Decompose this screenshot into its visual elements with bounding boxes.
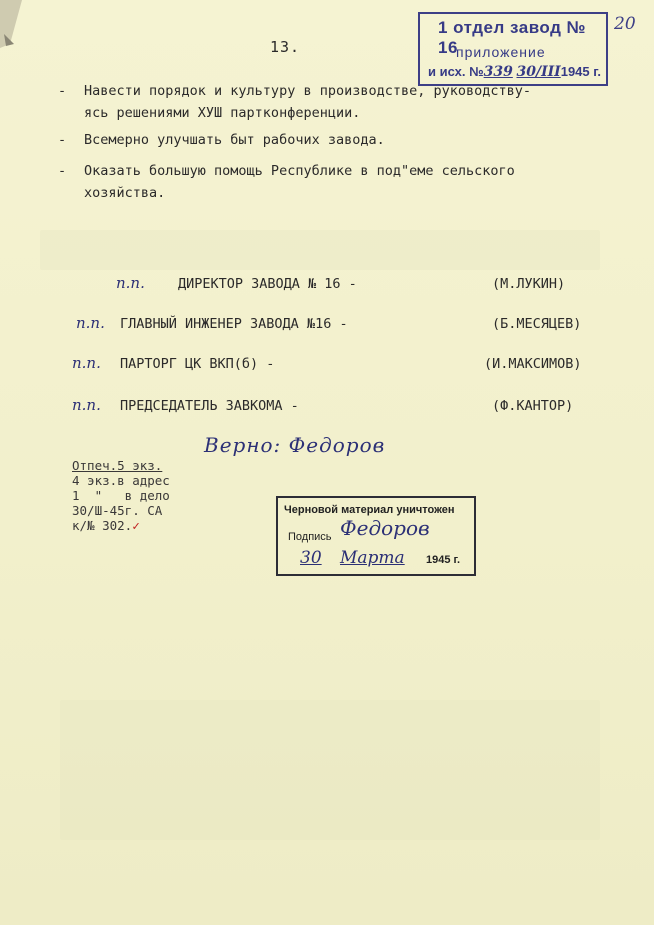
pp-handwritten: п.п. — [116, 274, 145, 292]
destruction-stamp-title: Черновой материал уничтожен — [284, 504, 455, 516]
typed-date: 30/Ш-45г. СА — [72, 503, 163, 518]
folio-number: 20 — [614, 14, 636, 34]
destruction-stamp — [276, 496, 476, 576]
signatory-name: (И.МАКСИМОВ) — [484, 356, 582, 372]
checkmark-icon: ✓ — [132, 518, 140, 533]
bleed-through-text — [60, 700, 600, 840]
bleed-through-text — [40, 230, 600, 270]
stamp-outgoing-number — [428, 64, 601, 80]
stamp-year: 1945 г. — [560, 64, 601, 79]
page-number: 13. — [270, 38, 301, 56]
reference-number — [72, 518, 170, 533]
distribution-note — [72, 458, 170, 533]
stamp-month-handwritten: Марта — [340, 548, 405, 568]
stamp-day-handwritten: 30 — [300, 548, 322, 568]
copies-to-file: 1 " в дело — [72, 488, 170, 503]
signatory-title: ПАРТОРГ ЦК ВКП(б) - — [120, 356, 275, 372]
signatory-title: ПРЕДСЕДАТЕЛЬ ЗАВКОМА - — [120, 398, 299, 414]
stamp-department: 1 отдел завод № 16 — [438, 18, 587, 57]
list-item-text: Всемерно улучшать быт рабочих завода. — [84, 132, 385, 148]
stamp-number-handwritten: 339 — [483, 64, 513, 80]
reference-number-text: к/№ 302. — [72, 518, 133, 533]
signatory-name: (Б.МЕСЯЦЕВ) — [492, 316, 582, 332]
pp-handwritten: п.п. — [72, 354, 101, 372]
signatory-title: ГЛАВНЫЙ ИНЖЕНЕР ЗАВОДА №16 - — [120, 316, 348, 332]
pp-handwritten: п.п. — [76, 314, 105, 332]
list-dash: - — [58, 132, 67, 148]
stamp-number-prefix: и исх. № — [428, 64, 484, 79]
list-item-text: Навести порядок и культуру в производстве, руководству- ясь решениями ХУШ партконференции. — [84, 83, 532, 121]
list-dash: - — [58, 83, 67, 99]
stamp-year: 1945 г. — [426, 554, 461, 566]
certification-handwritten: Верно: Федоров — [204, 433, 386, 457]
punched-corner — [0, 0, 26, 48]
stamp-date-handwritten: 30/III — [516, 64, 561, 80]
pp-handwritten: п.п. — [72, 396, 101, 414]
list-item-text: Оказать большую помощь Республике в под"еме сельского хозяйства. — [84, 163, 515, 201]
registration-stamp — [418, 12, 608, 86]
signature-label: Подпись — [288, 531, 332, 543]
list-dash: - — [58, 163, 67, 179]
copies-printed: Отпеч.5 экз. — [72, 458, 163, 473]
stamp-appendix-label: приложение — [456, 44, 546, 60]
signatory-name: (Ф.КАНТОР) — [492, 398, 574, 414]
signatory-title: ДИРЕКТОР ЗАВОДА № 16 - — [178, 276, 357, 292]
signatory-name: (М.ЛУКИН) — [492, 276, 566, 292]
signature-handwritten: Федоров — [340, 516, 430, 540]
copies-to-address: 4 экз.в адрес — [72, 473, 170, 488]
